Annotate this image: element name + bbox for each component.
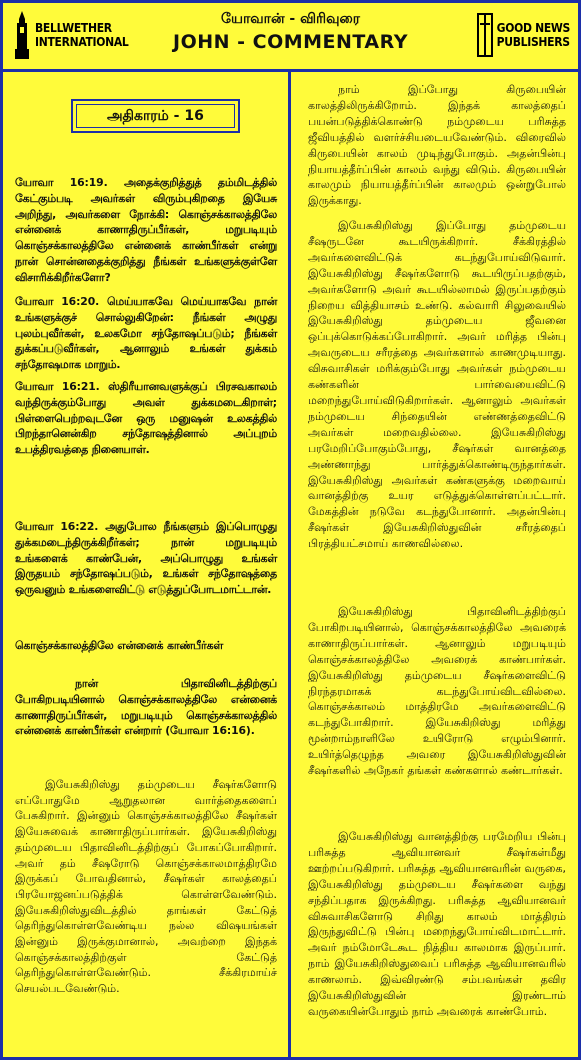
title-english: JOHN - COMMENTARY [173, 31, 408, 53]
logo-line-2: INTERNATIONAL [35, 35, 129, 49]
subheading: கொஞ்சக்காலத்திலே என்னைக் காண்பீர்கள் [15, 639, 223, 652]
title-tamil: யோவான் - விரிவுரை [221, 11, 360, 27]
commentary-paragraph: இயேசுகிறிஸ்து வானத்திற்கு பரமேறிய பின்பு பரிசுத்த ஆவியானவர் சீஷர்கள்மீது ஊற்றப்படுகிறார். பரிசுத்த ஆவியானவரின் வருகை, இயேசுகிறிஸ்து தம்முடைய சீஷர்களை வந்து சந்திப்பதாக இருக்கிறது. பரிசுத்த ஆவியானவர் விசுவாசிகளோடு சிறிது காலம் மாத்திரம் இருந்துவிட்டு பின்பு மறைந்துபோய்விடமாட்டார். அவர் நம்மோடேகூட நித்திய காலமாக இருப்பார். நாம் இயேசுகிறிஸ்துவைப் பரிசுத்த ஆவியானவரில் காணலாம். இவ்விரண்டு சம்பவங்கள் தவிர இயேசுகிறிஸ்துவின் இரண்டாம் வருகையின்போதும் நாம் அவரைக் காண்போம். [308, 830, 566, 1018]
good-news-logo [477, 9, 570, 61]
verse-20: யோவா 16:20. மெய்யாகவே மெய்யாகவே நான் உங்களுக்குச் சொல்லுகிறேன்: நீங்கள் அழுது புலம்புவீர்கள், உலகமோ சந்தோஷப்படும்; நீங்கள் துக்கப்படுவீர்கள், ஆனாலும் உங்கள் துக்கம் சந்தோஷமாக மாறும். [15, 295, 277, 372]
verse-21: யோவா 16:21. ஸ்திரீயானவளுக்குப் பிரசவகாலம் வந்திருக்கும்போது அவள் துக்கமடைகிறாள்; பிள்ளைபெற்றவுடனே ஒரு மனுஷன் உலகத்தில் பிறந்தானென்கிற சந்தோஷத்தினால் அப்புறம் உபத்திரவத்தை நினையாள். [15, 380, 277, 457]
scripture-quote: நான் பிதாவினிடத்திற்குப் போகிறபடியினால் கொஞ்சக்காலத்திலே என்னைக் காணாதிருப்பீர்கள், மறுபடியும் கொஞ்சக்காலத்தில் என்னைக் காண்பீர்கள் என்றார் (யோவா 16:16). [15, 677, 277, 738]
right-column [294, 72, 578, 1057]
chapter-label: அதிகாரம் - 16 [76, 104, 235, 128]
book-icon [477, 12, 493, 58]
left-column [3, 72, 291, 1057]
header [3, 3, 578, 72]
chapter-box [71, 99, 240, 133]
verse-19: யோவா 16:19. அதைக்குறித்துத் தம்மிடத்தில் கேட்கும்படி அவர்கள் விரும்புகிறதை இயேசு அறிந்து, அவர்களை நோக்கி: கொஞ்சக்காலத்திலே என்னைக் காணாதிருப்பீர்கள், மறுபடியும் கொஞ்சக்காலத்திலே என்னைக் காண்பீர்கள் என்று நான் சொன்னதைக்குறித்து நீங்கள் உங்களுக்குள்ளே விசாரிக்கிறீர்களோ? [15, 176, 277, 284]
logo-line-2: PUBLISHERS [496, 35, 570, 49]
verse-22: யோவா 16:22. அதுபோல நீங்களும் இப்பொழுது துக்கமடைந்திருக்கிறீர்கள்; நான் மறுபடியும் உங்களைக் காண்பேன், அப்பொழுது உங்கள் இருதயம் சந்தோஷப்படும், உங்கள் சந்தோஷத்தை ஒருவனும் உங்களைவிட்டு எடுத்துப்போடமாட்டான். [15, 520, 277, 597]
commentary-paragraph: இயேசுகிறிஸ்து பிதாவினிடத்திற்குப் போகிறபடியினால், கொஞ்சக்காலத்திலே அவரைக் காணாதிருப்பார்கள். ஆனாலும் மறுபடியும் கொஞ்சக்காலத்திலே அவரைக் காண்பார்கள். இயேசுகிறிஸ்து தம்முடைய சீஷர்களைவிட்டு நிரந்தரமாகக் கடந்துபோய்விடவில்லை. கொஞ்சக்காலம் மாத்திரமே அவர்களைவிட்டு கடந்துபோகிறார். இயேசுகிறிஸ்து மரித்து மூன்றாம்நாளிலே உயிரோடு எழும்பினார். உயிர்த்தெழுந்த அவரை இயேசுகிறிஸ்துவின் சீஷர்களில் அநேகர் தங்கள் கண்களால் கண்டார்கள். [308, 605, 566, 778]
commentary-paragraph: நாம் இப்போது கிருபையின் காலத்திலிருக்கிறோம். இந்தக் காலத்தைப் பயன்படுத்திக்கொண்டு நம்முடைய பரிசுத்த ஜீவியத்தில் வளர்ச்சியடையவேண்டும். விரைவில் கிருபையின் காலம் முடிந்துபோகும். அதன்பின்பு நியாயத்தீர்ப்பின் காலம் வந்து விடும். கிருபையின் காலமும் நியாயத்தீர்ப்பின் காலமும் ஒன்றுபோல் இருக்காது. [308, 83, 566, 208]
logo-line-1: GOOD NEWS [496, 21, 570, 35]
commentary-paragraph: இயேசுகிறிஸ்து தம்முடைய சீஷர்களோடு எப்போதுமே ஆறுதலான வார்த்தைகளைப் பேசுகிறார். இன்னும் கொஞ்சக்காலத்திலே சீஷர்கள் இயேசுவைக் காணாதிருப்பார்கள். இயேசுகிறிஸ்து தம்முடைய பிதாவினிடத்திற்குப் போகப்போகிறார். அவர் தம் சீஷரோடு கொஞ்சக்காலமாத்திரமே இருக்கப் போவதினால், சீஷர்கள் காலத்தைப் பிரயோஜனப்படுத்திக் கொள்ளவேண்டும். இயேசுகிறிஸ்துவிடத்தில் தாங்கள் கேட்டுத் தெரிந்துகொள்ளவேண்டிய நல்ல விஷயங்கள் இன்னும் இருக்குமானால், அவற்றை இந்தக் கொஞ்சக்காலத்திற்குள் கேட்டுத் தெரிந்துகொள்ளவேண்டும். சீக்கிரமாய்ச் செயல்படவேண்டும். [15, 778, 277, 996]
logo-line-1: BELLWETHER [35, 21, 112, 35]
commentary-paragraph: இயேசுகிறிஸ்து இப்போது தம்முடைய சீஷருடனே கூடயிருக்கிறார். சீக்கிரத்தில் அவர்களைவிட்டுக் கடந்துபோய்விடுவார். இயேசுகிறிஸ்து சீஷர்களோடு கூடயிருப்பதற்கும், அவர்களோடு அவர் கூடயில்லாமல் இருப்பதற்கும் நிறைய வித்தியாசம் உண்டு. கல்வாரி சிலுவையில் இயேசுகிறிஸ்து தம்முடைய ஜீவனை ஒப்புக்கொடுக்கப்போகிறார். அவர் மரித்த பின்பு அவருடைய சரீரத்தை அவர்களால் காணமுடியாது. விசுவாசிகள் மரிக்கும்போது அவர்கள் நம்முடைய கண்களின் பார்வையைவிட்டு மறைந்துபோய்விடுகிறார்கள். ஆனாலும் அவர்கள் நம்முடைய சிந்தையின் எண்ணத்தைவிட்டு அவர்கள் மறைவதில்லை. இயேசுகிறிஸ்து பரமேறிப்போகும்போது, சீஷர்கள் வானத்தை அண்ணாந்து பார்த்துக்கொண்டிருந்தார்கள். இயேசுகிறிஸ்து அவர்கள் கண்களுக்கு மறைவாய் வானத்திற்கு உயர எடுத்துக்கொள்ளப்பட்டார். மேகத்தின் நடுவே கடந்துபோனார். அதன்பின்பு சீஷர்கள் இயேசுகிறிஸ்துவின் சரீரத்தைப் பிரத்தியட்சமாய் காணவில்லை. [308, 219, 566, 551]
